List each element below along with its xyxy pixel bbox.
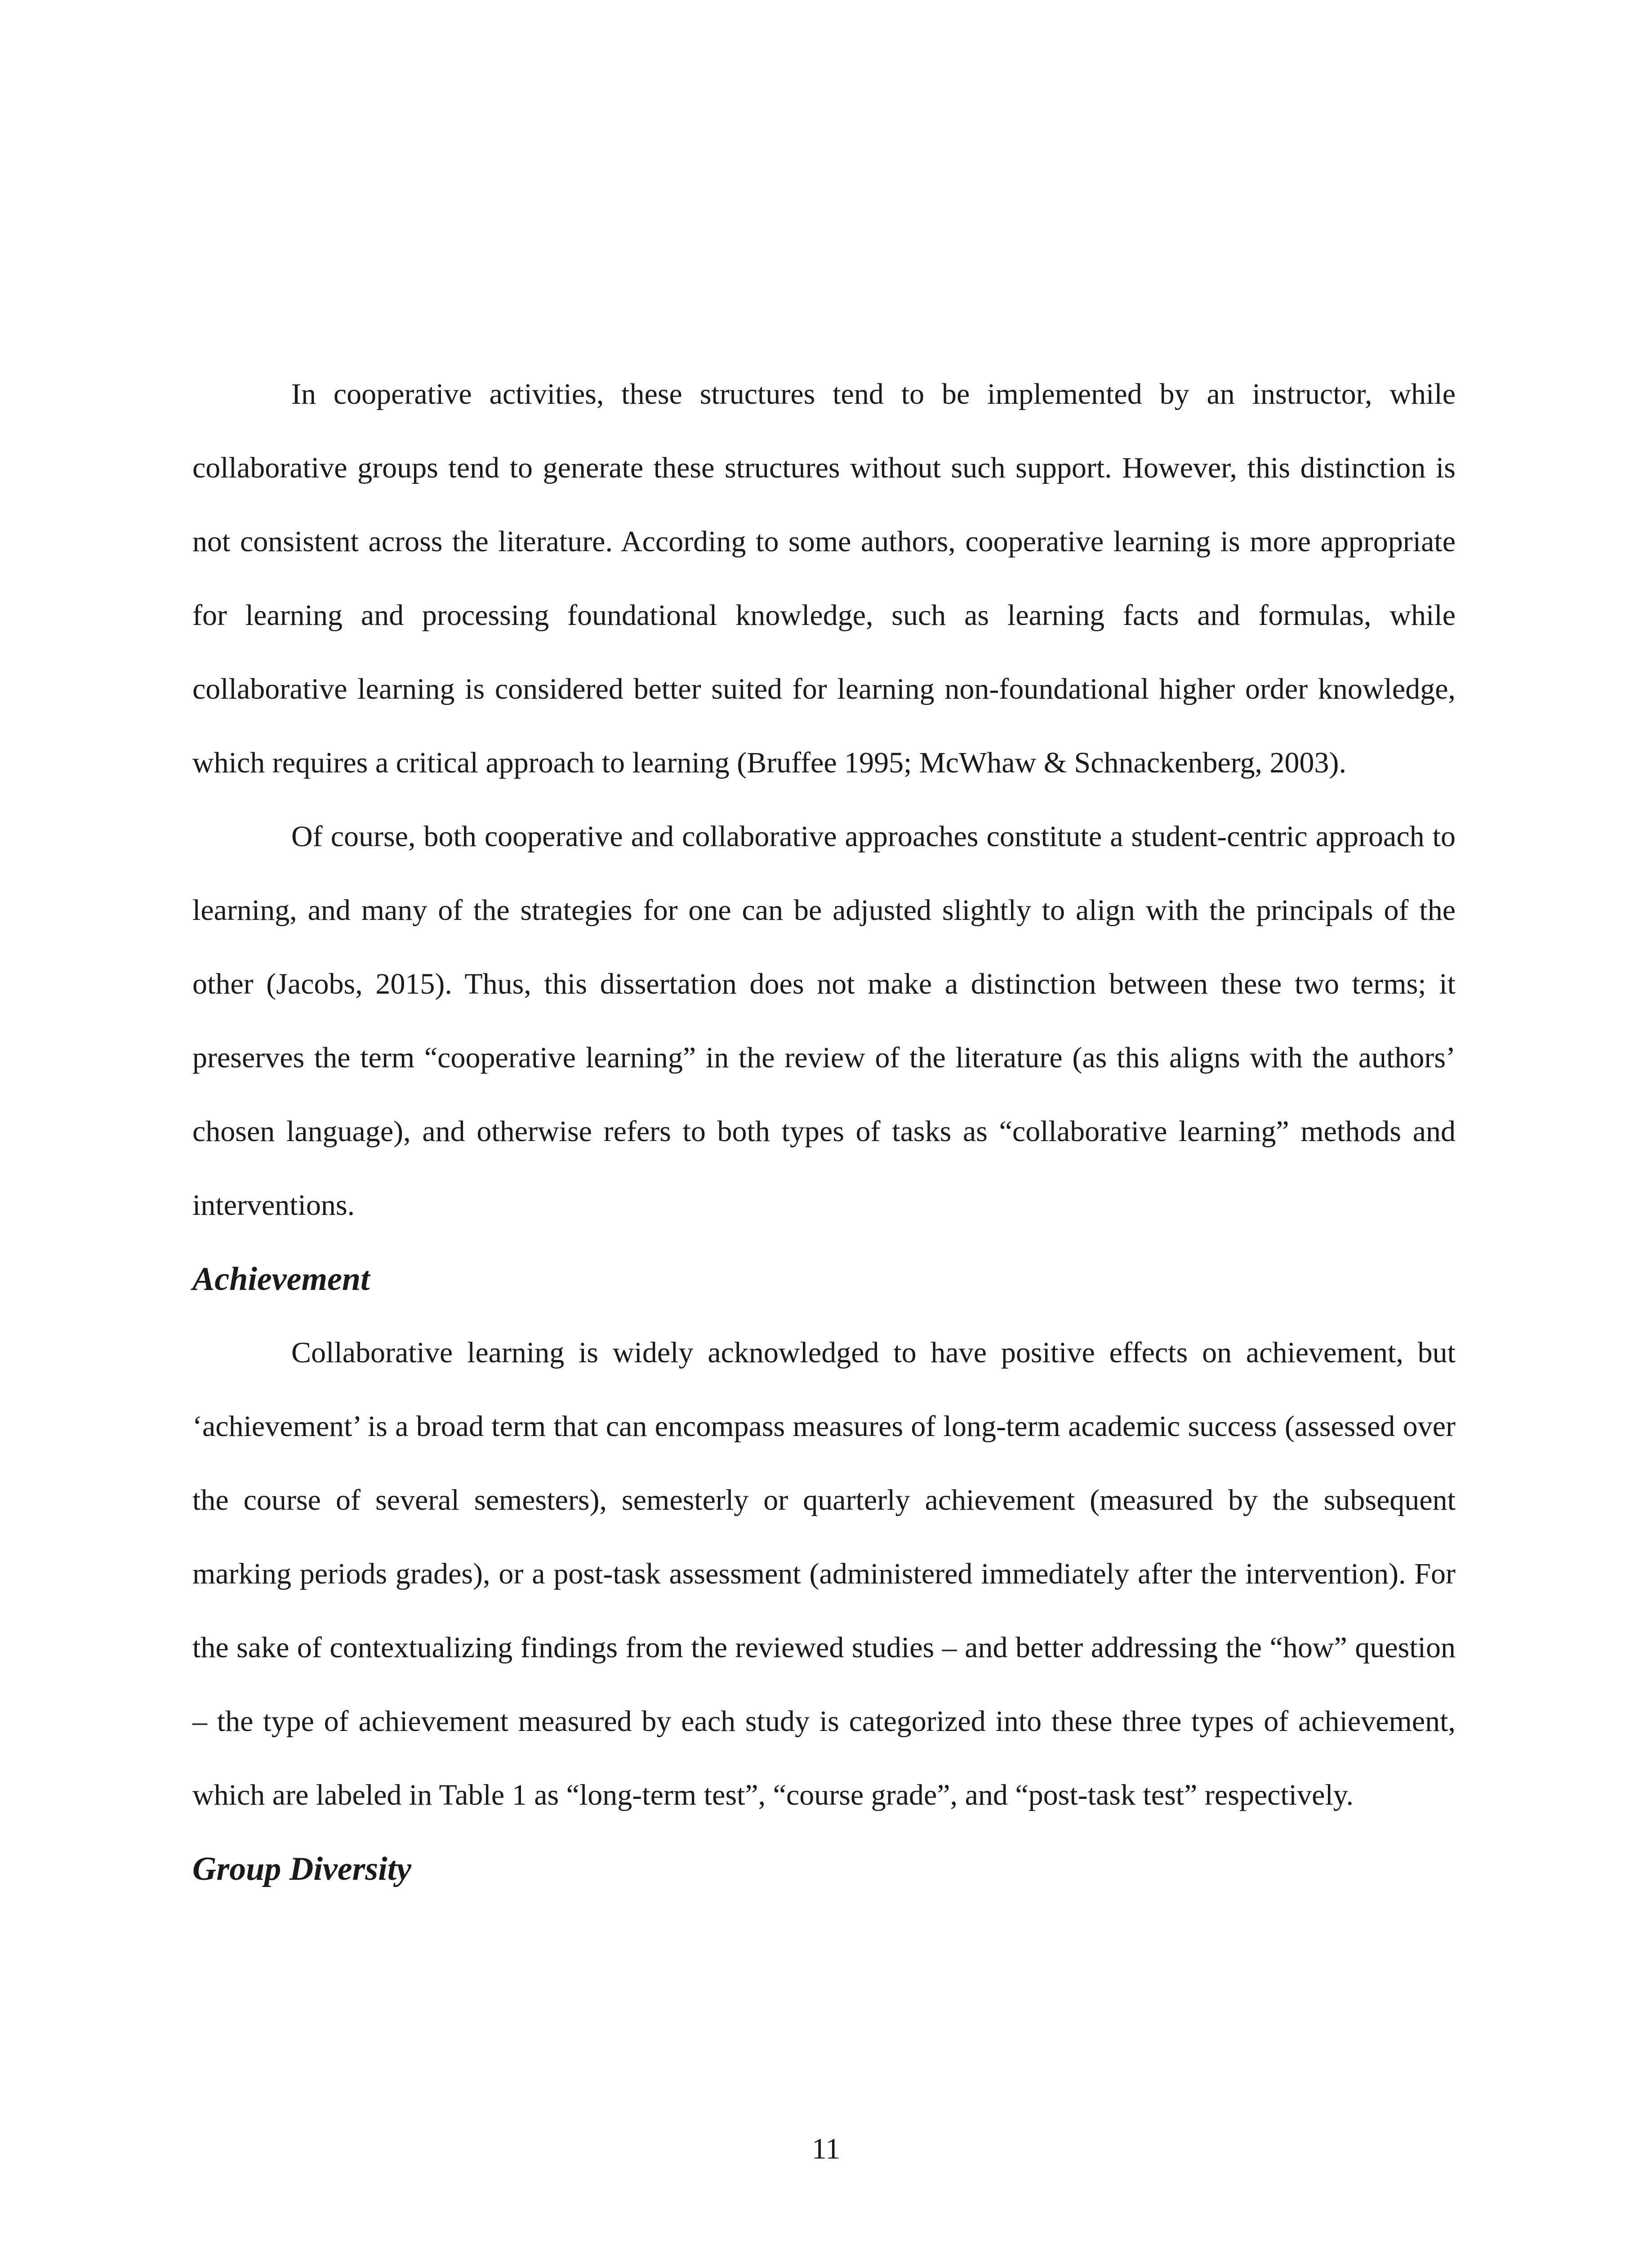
page-number: 11 bbox=[811, 2132, 841, 2165]
paragraph-achievement: Collaborative learning is widely acknowledged to have positive effects on achievement, but ‘achievement’ is a broad term that can encompass measures of long-term academic success (assessed over the course of several semesters), semesterly or quarterly achievement (measured by the subsequent marking periods grades), or a post-task assessment (administered immediately after the intervention). For the sake of contextualizing findings from the reviewed studies – and better addressing the “how” question – the type of achievement measured by each study is categorized into these three types of achievement, which are labeled in Table 1 as “long-term test”, “course grade”, and “post-task test” respectively. bbox=[192, 1336, 1456, 1811]
body-text bbox=[192, 357, 1456, 1906]
heading-achievement: Achievement bbox=[192, 1261, 370, 1298]
heading-group-diversity: Group Diversity bbox=[192, 1851, 412, 1887]
paragraph-cooperative-vs-collaborative: In cooperative activities, these structures tend to be implemented by an instructor, while collaborative groups tend to generate these structures without such support. However, this distinction is not consistent across the literature. According to some authors, cooperative learning is more appropriate for learning and processing foundational knowledge, such as learning facts and formulas, while collaborative learning is considered better suited for learning non-foundational higher order knowledge, which requires a critical approach to learning (Bruffee 1995; McWhaw & Schnackenberg, 2003). bbox=[192, 378, 1456, 779]
paragraph-student-centric: Of course, both cooperative and collaborative approaches constitute a student-centric approach to learning, and many of the strategies for one can be adjusted slightly to align with the principals of the other (Jacobs, 2015). Thus, this dissertation does not make a distinction between these two terms; it preserves the term “cooperative learning” in the review of the literature (as this aligns with the authors’ chosen language), and otherwise refers to both types of tasks as “collaborative learning” methods and interventions. bbox=[192, 820, 1456, 1222]
